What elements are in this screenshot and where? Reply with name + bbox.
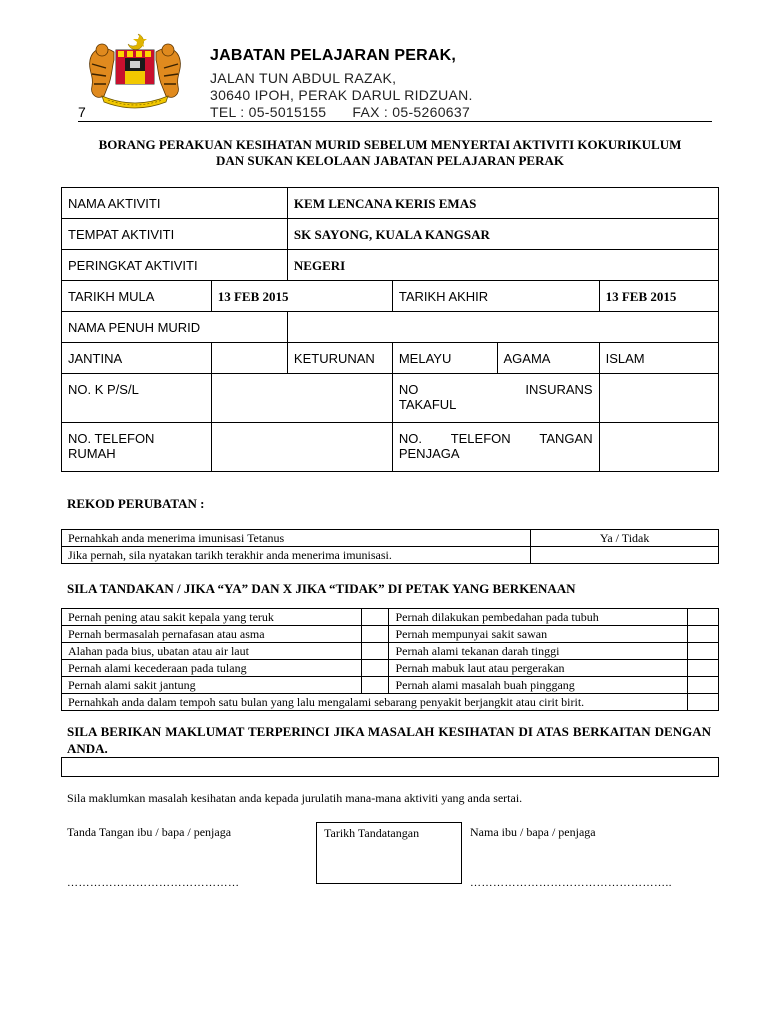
details-request-heading: SILA BERIKAN MAKLUMAT TERPERINCI JIKA MASALAH KESIHATAN DI ATAS BERKAITAN DENGAN ANDA. <box>67 724 711 756</box>
row-nama-aktiviti <box>62 188 719 219</box>
label-nokp: NO. K P/S/L <box>62 374 212 423</box>
label-tel-penjaga: NO. TELEFON TANGAN PENJAGA <box>392 423 599 472</box>
address-line-1: JALAN TUN ABDUL RAZAK, <box>210 70 397 86</box>
answer-tetanus[interactable]: Ya / Tidak <box>531 530 719 547</box>
checkbox[interactable] <box>361 643 389 660</box>
condition-right: Pernah dilakukan pembedahan pada tubuh <box>389 609 688 626</box>
value-tarikh-mula[interactable]: 13 FEB 2015 <box>211 281 392 312</box>
table-row <box>62 547 719 564</box>
question-tetanus: Pernahkah anda menerima imunisasi Tetanus <box>62 530 531 547</box>
row-telefon <box>62 423 719 472</box>
label-tel-rumah: NO. TELEFON RUMAH <box>62 423 212 472</box>
health-details-box <box>61 757 719 777</box>
label-nama-aktiviti: NAMA AKTIVITI <box>62 188 288 219</box>
label-nama-penuh: NAMA PENUH MURID <box>62 312 288 343</box>
row-jantina <box>62 343 719 374</box>
label-insurans: NO INSURANS TAKAFUL <box>392 374 599 423</box>
value-tel-rumah[interactable] <box>211 423 392 472</box>
health-checklist-table <box>61 608 719 711</box>
checkbox[interactable] <box>361 677 389 694</box>
signature-date-box[interactable] <box>316 822 462 884</box>
label-tempat-aktiviti: TEMPAT AKTIVITI <box>62 219 288 250</box>
value-tempat-aktiviti[interactable]: SK SAYONG, KUALA KANGSAR <box>287 219 718 250</box>
value-insurans[interactable] <box>599 374 718 423</box>
coach-notice: Sila maklumkan masalah kesihatan anda kepada jurulatih mana-mana aktiviti yang anda sertai. <box>67 791 523 805</box>
question-last-immunisation: Jika pernah, sila nyatakan tarikh terakhir anda menerima imunisasi. <box>62 547 531 564</box>
parent-name-label: Nama ibu / bapa / penjaga <box>470 825 596 839</box>
value-tel-penjaga[interactable] <box>599 423 718 472</box>
condition-left: Pernah alami kecederaan pada tulang <box>62 660 362 677</box>
table-row <box>62 677 719 694</box>
form-title-line-2: DAN SUKAN KELOLAAN JABATAN PELAJARAN PERAK <box>215 153 564 168</box>
activity-details-table <box>61 187 719 472</box>
form-title-line-1: BORANG PERAKUAN KESIHATAN MURID SEBELUM MENYERTAI AKTIVITI KOKURIKULUM <box>98 137 682 152</box>
condition-right: Pernah alami masalah buah pinggang <box>389 677 688 694</box>
value-peringkat-aktiviti[interactable]: NEGERI <box>287 250 718 281</box>
checklist-heading: SILA TANDAKAN / JIKA “YA” DAN X JIKA “TIDAK” DI PETAK YANG BERKENAAN <box>67 581 576 596</box>
value-nama-penuh[interactable] <box>287 312 718 343</box>
condition-right: Pernah mabuk laut atau pergerakan <box>389 660 688 677</box>
label-peringkat-aktiviti: PERINGKAT AKTIVITI <box>62 250 288 281</box>
header-divider <box>78 121 712 122</box>
condition-left: Pernah pening atau sakit kepala yang teruk <box>62 609 362 626</box>
checkbox[interactable] <box>688 660 719 677</box>
value-nokp[interactable] <box>211 374 392 423</box>
address-line-2: 30640 IPOH, PERAK DARUL RIDZUAN. <box>210 87 473 103</box>
label-tarikh-mula: TARIKH MULA <box>62 281 212 312</box>
checkbox[interactable] <box>361 660 389 677</box>
parent-signature-line[interactable]: ……………………………………… <box>67 877 240 889</box>
signature-date-label: Tarikh Tandatangan <box>324 826 420 840</box>
row-nokp <box>62 374 719 423</box>
table-row <box>62 694 719 711</box>
organization-name: JABATAN PELAJARAN PERAK, <box>210 47 457 64</box>
health-details-input[interactable] <box>62 758 719 777</box>
table-row <box>62 626 719 643</box>
label-agama: AGAMA <box>497 343 599 374</box>
condition-right: Pernah mempunyai sakit sawan <box>389 626 688 643</box>
parent-signature-label: Tanda Tangan ibu / bapa / penjaga <box>67 825 232 839</box>
telephone: TEL : 05-5015155 <box>210 104 327 120</box>
value-keturunan[interactable]: MELAYU <box>392 343 497 374</box>
label-keturunan: KETURUNAN <box>287 343 392 374</box>
table-row <box>62 643 719 660</box>
parent-name-line[interactable]: …………………………………………….. <box>470 877 672 889</box>
table-row <box>62 660 719 677</box>
condition-infectious: Pernahkah anda dalam tempoh satu bulan yang lalu mengalami sebarang penyakit berjangkit atau cirit birit. <box>62 694 688 711</box>
value-agama[interactable]: ISLAM <box>599 343 718 374</box>
checkbox[interactable] <box>361 626 389 643</box>
fax: FAX : 05-5260637 <box>352 104 471 120</box>
row-nama-penuh <box>62 312 719 343</box>
row-tarikh <box>62 281 719 312</box>
row-peringkat-aktiviti <box>62 250 719 281</box>
label-jantina: JANTINA <box>62 343 212 374</box>
checkbox[interactable] <box>688 694 719 711</box>
condition-left: Alahan pada bius, ubatan atau air laut <box>62 643 362 660</box>
form-title <box>60 137 720 169</box>
condition-left: Pernah bermasalah pernafasan atau asma <box>62 626 362 643</box>
checkbox[interactable] <box>688 609 719 626</box>
condition-left: Pernah alami sakit jantung <box>62 677 362 694</box>
page-number: 7 <box>78 104 86 120</box>
immunisation-table <box>61 529 719 564</box>
answer-last-immunisation[interactable] <box>531 547 719 564</box>
checkbox[interactable] <box>361 609 389 626</box>
value-nama-aktiviti[interactable]: KEM LENCANA KERIS EMAS <box>287 188 718 219</box>
table-row <box>62 609 719 626</box>
value-jantina[interactable] <box>211 343 287 374</box>
row-tempat-aktiviti <box>62 219 719 250</box>
label-tarikh-akhir: TARIKH AKHIR <box>392 281 599 312</box>
contact-line <box>210 104 470 120</box>
checkbox[interactable] <box>688 626 719 643</box>
checkbox[interactable] <box>688 677 719 694</box>
condition-right: Pernah alami tekanan darah tinggi <box>389 643 688 660</box>
value-tarikh-akhir[interactable]: 13 FEB 2015 <box>599 281 718 312</box>
table-row <box>62 530 719 547</box>
medical-record-heading: REKOD PERUBATAN : <box>67 496 205 511</box>
checkbox[interactable] <box>688 643 719 660</box>
coat-of-arms-logo <box>78 30 192 112</box>
